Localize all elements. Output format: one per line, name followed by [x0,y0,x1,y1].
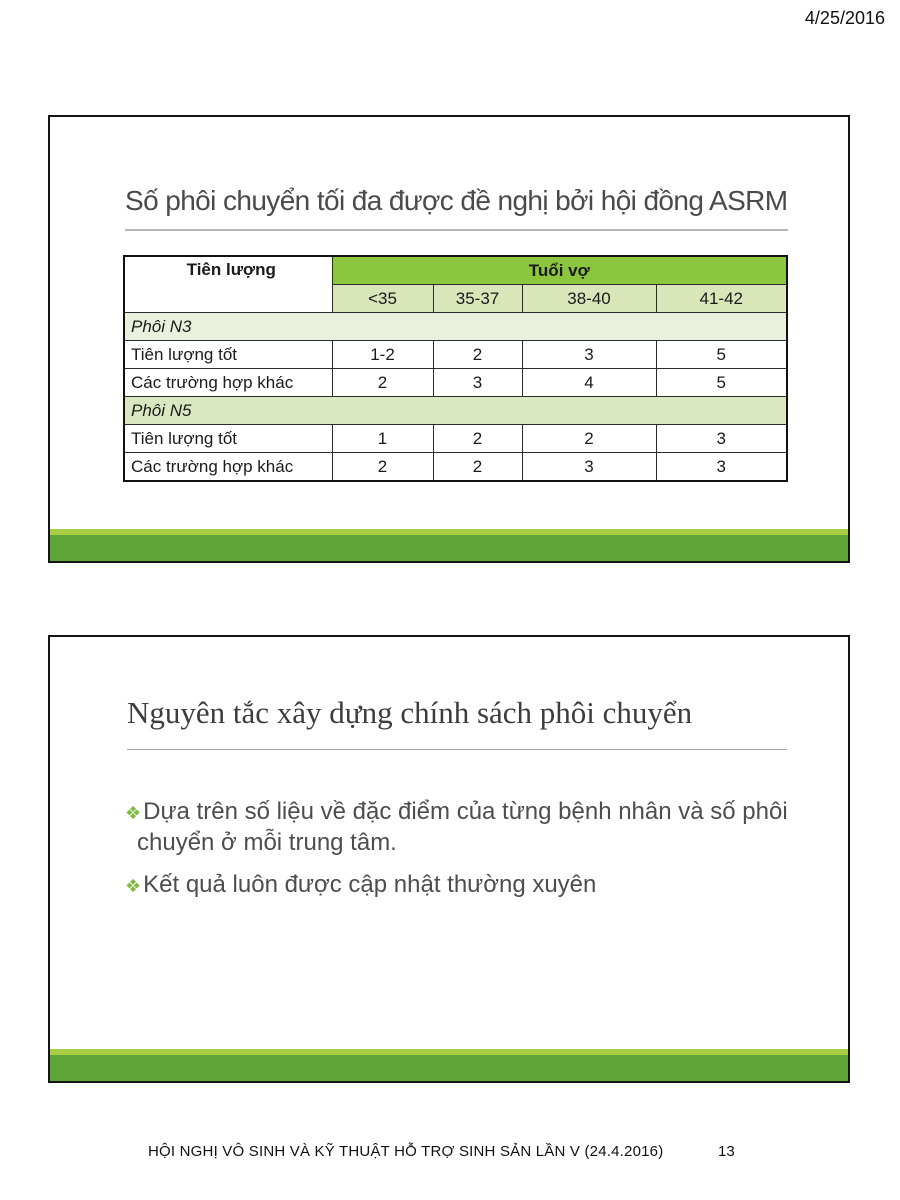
bullet-text: Dựa trên số liệu về đặc điểm của từng bệnh nhân và số phôi chuyển ở mỗi trung tâm. [137,798,788,856]
corner-header-cell: Tiên lượng [124,256,332,313]
slide1-accent-bar-dark [50,535,848,561]
table-row [124,425,787,453]
slide1-title-underline [125,229,788,231]
cell-value: 3 [522,453,656,482]
section-row-n5 [124,397,787,425]
table-header-row [124,256,787,285]
age-col-header: 35-37 [433,285,522,313]
section-row-n3 [124,313,787,341]
asrm-recommendation-table [123,255,788,482]
table-row [124,453,787,482]
group-header-cell: Tuổi vợ [332,256,787,285]
table-row [124,341,787,369]
cell-value: 3 [656,453,787,482]
cell-value: 2 [433,341,522,369]
cell-value: 2 [522,425,656,453]
page-number: 13 [718,1143,735,1160]
bullet-item [125,797,803,857]
bullet-text: Kết quả luôn được cập nhật thường xuyên [143,871,597,898]
slide2-title-underline [127,749,787,750]
page-date: 4/25/2016 [804,8,885,28]
age-col-header: <35 [332,285,433,313]
slide1-title: Số phôi chuyển tối đa được đề nghị bởi hội đồng ASRM [125,185,788,216]
diamond-bullet-icon: ❖ [125,803,142,824]
age-col-header: 38-40 [522,285,656,313]
cell-value: 3 [656,425,787,453]
cell-value: 3 [433,369,522,397]
cell-value: 2 [433,425,522,453]
cell-value: 5 [656,369,787,397]
cell-value: 5 [656,341,787,369]
slide-2 [48,635,850,1083]
cell-value: 2 [332,453,433,482]
table-row [124,369,787,397]
slide-1 [48,115,850,563]
diamond-bullet-icon: ❖ [125,876,142,897]
conference-footer: HỘI NGHỊ VÔ SINH VÀ KỸ THUẬT HỖ TRỢ SINH SẢN LẦN V (24.4.2016) [148,1143,664,1160]
cell-value: 4 [522,369,656,397]
cell-value: 3 [522,341,656,369]
section-label: Phôi N3 [124,313,787,341]
row-label: Tiên lượng tốt [124,425,332,453]
slide2-bullet-list [125,797,803,914]
section-label: Phôi N5 [124,397,787,425]
cell-value: 1 [332,425,433,453]
cell-value: 2 [433,453,522,482]
row-label: Các trường hợp khác [124,453,332,482]
age-col-header: 41-42 [656,285,787,313]
slide2-title: Nguyên tắc xây dựng chính sách phôi chuyển [127,695,693,730]
cell-value: 2 [332,369,433,397]
slide2-accent-bar-dark [50,1055,848,1081]
row-label: Các trường hợp khác [124,369,332,397]
cell-value: 1-2 [332,341,433,369]
row-label: Tiên lượng tốt [124,341,332,369]
bullet-item [125,870,803,901]
